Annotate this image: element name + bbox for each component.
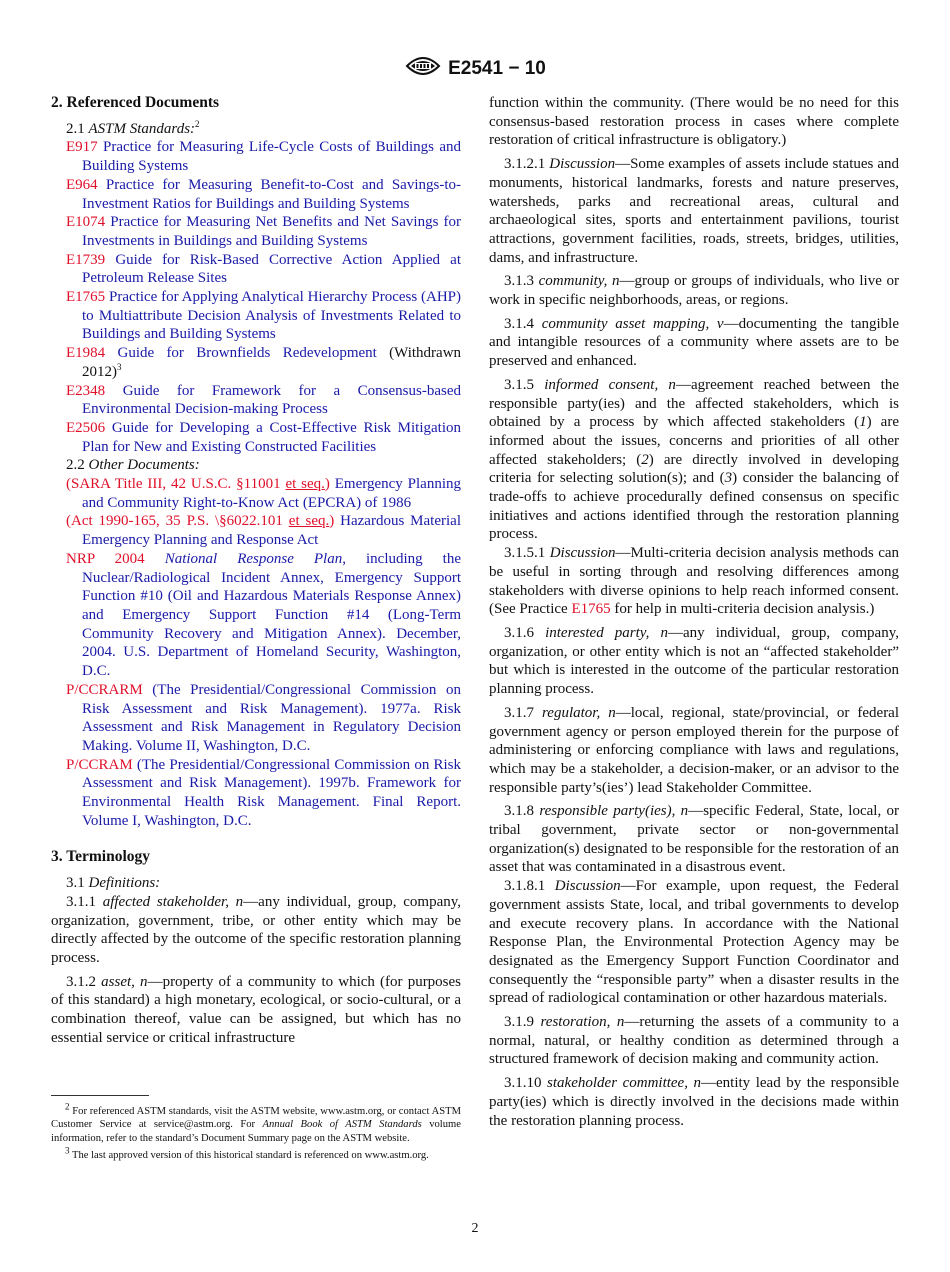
- definition-3-1-10: 3.1.10 stakeholder committee, n—entity lead by the responsible party(ies) which is directly involved in the decisions made within the restoration planning process.: [489, 1075, 899, 1129]
- reference-title-link[interactable]: Practice for Applying Analytical Hierarchy Process (AHP) to Multiattribute Decision Analysis of Investments Related to Buildings and Building Systems: [82, 289, 461, 343]
- standard-designation: E2541 − 10: [448, 57, 546, 79]
- footnote-divider: [51, 1095, 149, 1096]
- reference-title-link[interactable]: Emergency Planning and Community Right-to-Know Act (EPCRA) of 1986: [82, 476, 461, 511]
- reference-e917: [51, 138, 461, 175]
- definition-3-1-4: 3.1.4 community asset mapping, v—documenting the tangible and intangible resources of a community where assets are to be preserved and enhanced.: [489, 315, 899, 370]
- definition-3-1-2-continued: function within the community. (There would be no need for this consensus-based restoration process in cases where complete restoration of critical infrastructure is obligatory.): [489, 95, 899, 149]
- reference-title-link[interactable]: Practice for Measuring Life-Cycle Costs of Buildings and Building Systems: [82, 139, 461, 175]
- reference-code-link[interactable]: P/CCRAM: [66, 756, 133, 773]
- other-documents-label: 2.2 Other Documents:: [66, 457, 200, 474]
- reference-sara: [51, 475, 461, 512]
- reference-title-link[interactable]: Practice for Measuring Benefit-to-Cost and Savings-to-Investment Ratios for Buildings and Building Systems: [82, 176, 462, 212]
- reference-title-link[interactable]: Guide for Developing a Cost-Effective Risk Mitigation Plan for New and Existing Constructed Facilities: [82, 419, 462, 455]
- reference-code-link[interactable]: P/CCRARM: [66, 681, 143, 698]
- footnotes: [51, 1101, 461, 1166]
- page-header: [0, 54, 950, 83]
- astm-logo-icon: [404, 54, 442, 83]
- reference-pccram: [51, 756, 461, 831]
- definition-3-1-7: 3.1.7 regulator, n—local, regional, state/provincial, or federal government agency or person employed therein for the purpose of administering or enforcing compliance with laws and regulations, which may be a stakeholder, a decision-maker, or an advisor to the responsible party’s(ies’) lead Stakeholder Committee.: [489, 704, 900, 796]
- reference-title-link[interactable]: National Response Plan, including the Nuclear/Radiological Incident Annex, Emergency Support Function #10 (Oil and Hazardous Materials Response Annex) and Emergency Support Function #14 (Long-Term Community Recovery and Mitigation Annex). December, 2004. U.S. Department of Homeland Security, Washington, D.C.: [82, 550, 462, 680]
- definitions-label: 3.1 Definitions:: [66, 875, 161, 892]
- right-column: [489, 94, 899, 1130]
- definition-3-1-9: 3.1.9 restoration, n—returning the assets of a community to a normal, natural, or healthy condition as determined through a structured framework of decision making and community action.: [489, 1014, 900, 1068]
- reference-act-1990: [51, 512, 461, 549]
- reference-code-link[interactable]: (Act 1990-165, 35 P.S. \§6022.101 et seq.): [66, 513, 335, 530]
- withdrawn-note: (Withdrawn 2012): [82, 345, 462, 380]
- definition-3-1-1: 3.1.1 affected stakeholder, n—any individual, group, company, organization, government, tribe, or other entity which may be directly affected by the outcome of the specific restoration planning process.: [51, 893, 461, 966]
- definition-3-1-8: 3.1.8 responsible party(ies), n—specific Federal, State, local, or tribal government, private sector or non-governmental organization(s) designated to be responsible for the restoration of an asset that was contaminated in a disastrous event.: [489, 803, 900, 876]
- discussion-3-1-8-1: 3.1.8.1 Discussion—For example, upon request, the Federal government assists State, local, and tribal governments to develop and execute recovery plans. In accordance with the National Response Plan, the Environmental Protection Agency may be designated as the Emergency Support Function Coordinator and consequently the “responsible party” when a disaster results in the spread of radiological contamination or other hazardous materials.: [489, 878, 900, 1007]
- reference-code-link[interactable]: E1765: [66, 289, 106, 306]
- reference-code-link[interactable]: E917: [66, 139, 98, 156]
- practice-e1765-link[interactable]: E1765: [571, 601, 611, 618]
- astm-standards-label: 2.1 ASTM Standards:$^2$: [66, 118, 200, 137]
- reference-title-link[interactable]: Practice for Measuring Net Benefits and Net Savings for Investments in Buildings and Building Systems: [82, 214, 462, 249]
- reference-title-link[interactable]: (The Presidential/Congressional Commission on Risk Assessment and Risk Management). 1977a. Risk Assessment and Risk Management in Regulatory Decision Making. Volume II, Washington, D.C.: [82, 681, 461, 754]
- reference-e1984: [51, 344, 461, 381]
- definition-3-1-3: 3.1.3 community, n—group or groups of individuals, who live or work in specific neighborhoods, areas, or regions.: [489, 273, 899, 309]
- reference-e1074: [51, 213, 461, 250]
- reference-code-link[interactable]: E2506: [66, 419, 106, 436]
- definition-3-1-5: 3.1.5 informed consent, n—agreement reached between the responsible party(ies) and the affected stakeholders, which is obtained by a process by which affected stakeholders (1) are informed about the issues, concerns and priorities of all other affected stakeholders; (2) are directly involved in developing criteria for selecting solution(s); and (3) consider the balancing of trade-offs to achieve procedurally defined consensus on specific initiatives and actions identified through the restoration planning process.: [489, 376, 900, 543]
- reference-e1765: [51, 288, 461, 344]
- definition-3-1-6: 3.1.6 interested party, n—any individual, group, company, organization, or other entity which is not an “affected stakeholder” but which is interested in the outcome of the particular restoration planning process.: [489, 624, 899, 698]
- reference-e2348: [51, 382, 461, 419]
- definition-3-1-2: 3.1.2 asset, n—property of a community to which (for purposes of this standard) a high monetary, ecological, or socio-cultural, or a combination thereof, value can be assigned, but which has no essential service or critical infrastructure: [51, 973, 462, 1046]
- reference-code-link[interactable]: E1739: [66, 251, 106, 268]
- reference-e1739: [51, 251, 461, 288]
- footnote-3: $^3$ The last approved version of this historical standard is referenced on www.astm.org.: [65, 1145, 429, 1161]
- reference-title-link[interactable]: (The Presidential/Congressional Commission on Risk Assessment and Risk Management). 1997b. Framework for Environmental Health Risk Management. Final Report. Volume I, Washington, D.C.: [82, 756, 461, 829]
- reference-nrp: [51, 550, 461, 681]
- section-heading-referenced: 2. Referenced Documents: [51, 94, 220, 111]
- page-number: 2: [471, 1221, 479, 1236]
- reference-code-link[interactable]: NRP 2004: [66, 550, 145, 567]
- footnote-2: $^2$ For referenced ASTM standards, visit the ASTM website, www.astm.org, or contact ASTM Customer Service at service@astm.org. For Annual Book of ASTM Standards volume information, refer to the standard’s Document Summary page on the ASTM website.: [51, 1101, 461, 1144]
- reference-code-link[interactable]: (SARA Title III, 42 U.S.C. §11001 et seq.): [66, 476, 330, 493]
- reference-title-link[interactable]: Guide for Risk-Based Corrective Action Applied at Petroleum Release Sites: [82, 251, 462, 287]
- left-column: [51, 94, 461, 1047]
- reference-pccrarm: [51, 681, 461, 756]
- reference-title-link[interactable]: Guide for Brownfields Redevelopment: [117, 345, 377, 362]
- reference-e2506: [51, 419, 461, 456]
- reference-code-link[interactable]: E964: [66, 176, 98, 193]
- reference-code-link[interactable]: E2348: [66, 382, 106, 399]
- section-heading-terminology: 3. Terminology: [51, 848, 151, 866]
- discussion-3-1-5-1: 3.1.5.1 Discussion—Multi-criteria decision analysis methods can be useful in sorting through and resolving differences among stakeholders with diverse opinions to help reach informed consent. (See Practice E1765 for help in multi-criteria decision analysis.): [489, 545, 900, 618]
- reference-e964: [51, 176, 461, 213]
- reference-code-link[interactable]: E1074: [66, 214, 106, 231]
- discussion-3-1-2-1: 3.1.2.1 Discussion—Some examples of assets include statues and monuments, historical landmarks, forests and nature preserves, watersheds, parks and recreational areas, cultural and archaeological sites, sports and entertainment pavilions, tourist attractions, government facilities, roads, streets, bridges, utilities, dams, and infrastructure.: [489, 156, 900, 266]
- reference-title-link[interactable]: Hazardous Material Emergency Planning and Response Act: [82, 513, 461, 549]
- reference-code-link[interactable]: E1984: [66, 345, 106, 362]
- reference-title-link[interactable]: Guide for Framework for a Consensus-based Environmental Decision-making Process: [82, 382, 461, 418]
- footnote-ref-3: 3: [117, 361, 122, 372]
